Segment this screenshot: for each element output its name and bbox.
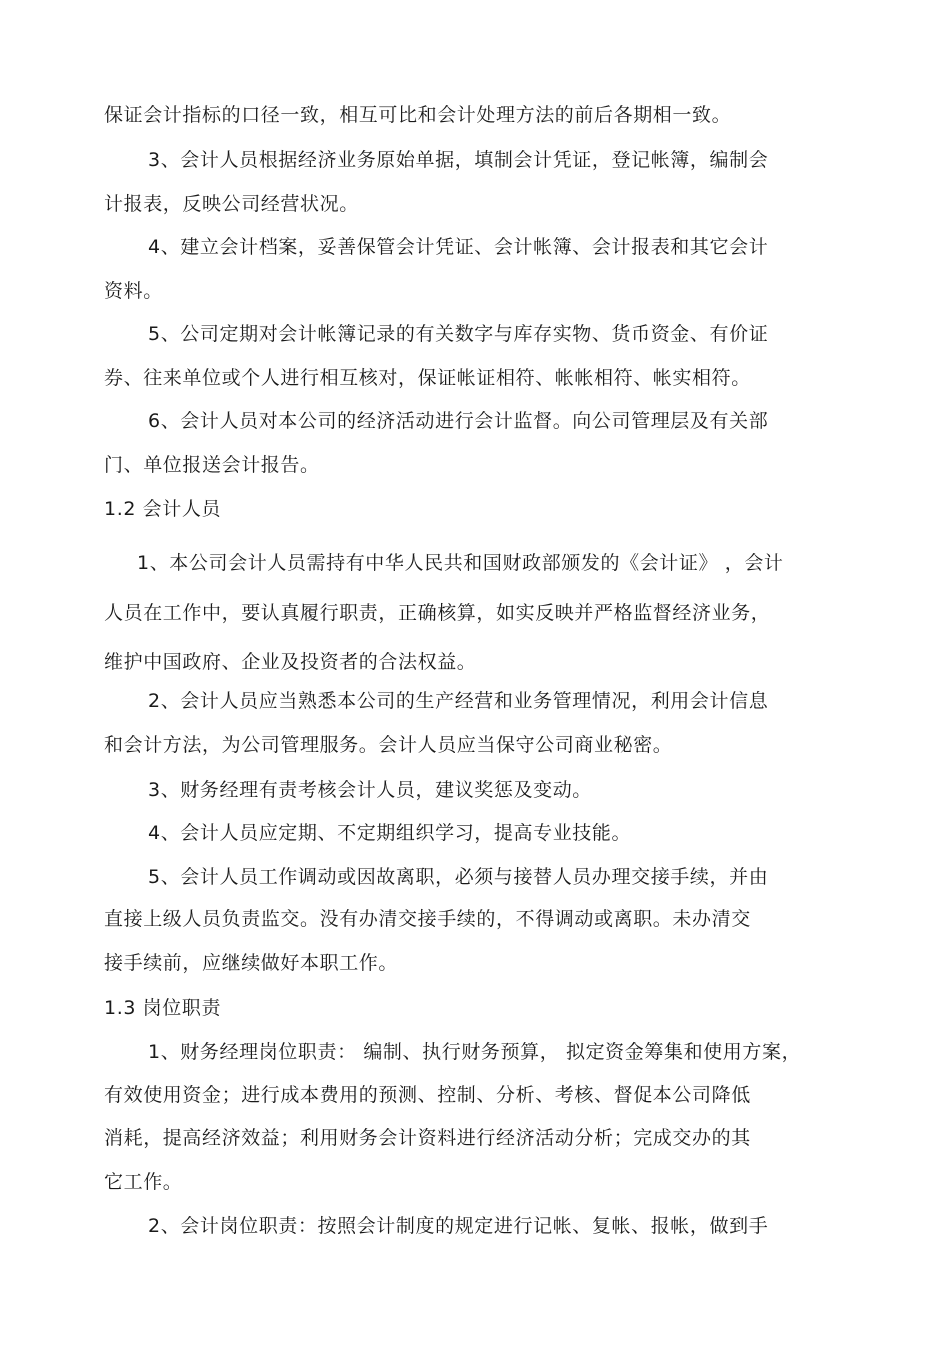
text-line-8: 6、会计人员对本公司的经济活动进行会计监督。向公司管理层及有关部 — [148, 410, 769, 432]
text-line-2: 3、会计人员根据经济业务原始单据，填制会计凭证，登记帐簿，编制会 — [148, 149, 769, 171]
text-line-18: 5、会计人员工作调动或因故离职，必须与接替人员办理交接手续，并由 — [148, 866, 769, 888]
text-line-1: 保证会计指标的口径一致，相互可比和会计处理方法的前后各期相一致。 — [104, 104, 732, 126]
text-line-14: 2、会计人员应当熟悉本公司的生产经营和业务管理情况，利用会计信息 — [148, 690, 769, 712]
text-line-7: 券、往来单位或个人进行相互核对，保证帐证相符、帐帐相符、帐实相符。 — [104, 367, 751, 389]
text-line-9: 门、单位报送会计报告。 — [104, 454, 320, 476]
text-line-19: 直接上级人员负责监交。没有办清交接手续的，不得调动或离职。未办清交 — [104, 908, 751, 930]
text-line-13: 维护中国政府、企业及投资者的合法权益。 — [104, 651, 477, 673]
text-line-15: 和会计方法，为公司管理服务。会计人员应当保守公司商业秘密。 — [104, 734, 673, 756]
text-line-6: 5、公司定期对会计帐簿记录的有关数字与库存实物、货币资金、有价证 — [148, 323, 769, 345]
text-line-20: 接手续前，应继续做好本职工作。 — [104, 952, 399, 974]
section-heading-1-3: 1.3 岗位职责 — [104, 997, 222, 1019]
text-line-17: 4、会计人员应定期、不定期组织学习，提高专业技能。 — [148, 822, 632, 844]
text-line-11: 1、本公司会计人员需持有中华人民共和国财政部颁发的《会计证》 ，会计 — [137, 552, 784, 574]
text-line-24: 消耗，提高经济效益；利用财务会计资料进行经济活动分析；完成交办的其 — [104, 1127, 751, 1149]
text-line-22: 1、财务经理岗位职责： 编制、执行财务预算， 拟定资金筹集和使用方案， — [148, 1041, 802, 1063]
section-heading-1-2: 1.2 会计人员 — [104, 498, 222, 520]
text-line-12: 人员在工作中，要认真履行职责，正确核算，如实反映并严格监督经济业务， — [104, 602, 771, 624]
text-line-4: 4、建立会计档案，妥善保管会计凭证、会计帐簿、会计报表和其它会计 — [148, 236, 769, 258]
text-line-23: 有效使用资金；进行成本费用的预测、控制、分析、考核、督促本公司降低 — [104, 1084, 751, 1106]
text-line-5: 资料。 — [104, 280, 163, 302]
text-line-26: 2、会计岗位职责：按照会计制度的规定进行记帐、复帐、报帐，做到手 — [148, 1215, 769, 1237]
text-line-3: 计报表，反映公司经营状况。 — [104, 193, 359, 215]
text-line-16: 3、财务经理有责考核会计人员，建议奖惩及变动。 — [148, 779, 592, 801]
text-line-25: 它工作。 — [104, 1171, 183, 1193]
